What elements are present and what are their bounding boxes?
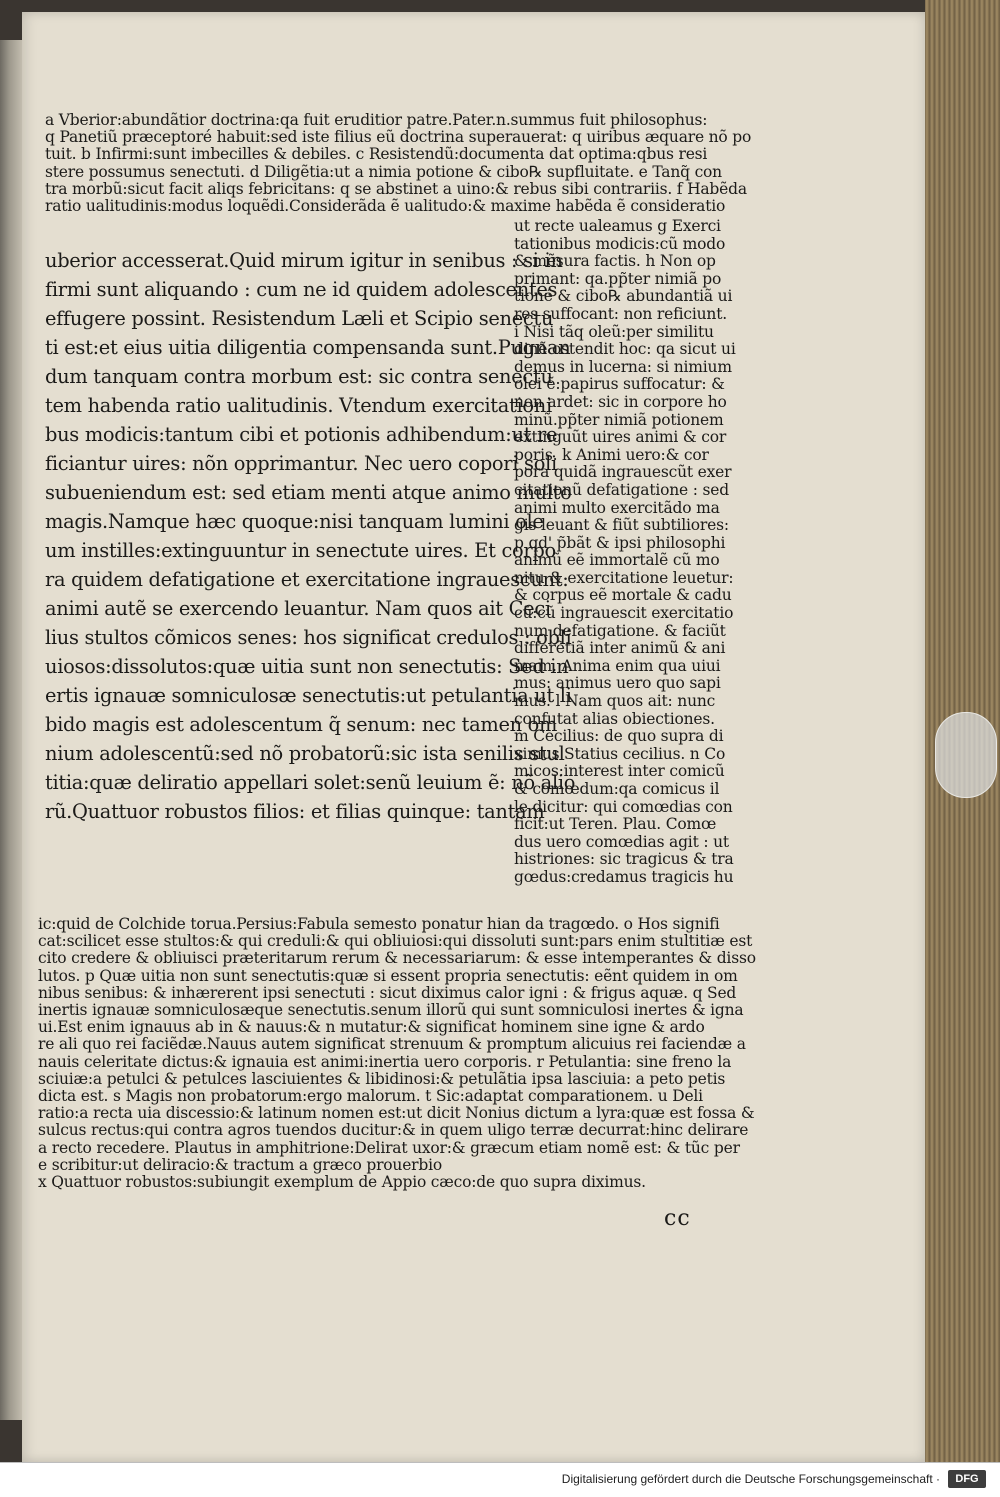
text-line: effugere possint. Resistendum Læli et Scipio senectu	[45, 307, 554, 330]
commentary-line: confutat alias obiectiones.	[514, 709, 715, 728]
commentary-line: pora quidã ingrauescũt exer	[514, 463, 732, 482]
commentary-line: ut recte ualeamus g Exerci	[514, 217, 721, 235]
commentary-line: nibus senibus: & inhærerent ipsi senectuti : sicut diximus calor igni : & frigus aquæ. q Sed	[38, 983, 737, 1002]
top-commentary	[45, 111, 752, 216]
text-line: bido magis est adolescentum q̃ senum: nec tamen om	[45, 713, 558, 736]
text-line: ra quidem defatigatione et exercitatione ingrauescunt:	[45, 568, 569, 591]
left-page-edge	[0, 40, 24, 1420]
commentary-line: animũ eẽ immortalẽ cũ mo	[514, 551, 720, 570]
commentary-line: primant: qa.pp̃ter nimiã po	[514, 269, 722, 288]
commentary-line: sulcus rectus:qui contra agros tuendos ducitur:& in quem uligo terræ decurrat:hinc delirare	[38, 1121, 749, 1140]
footer-bar	[0, 1462, 1000, 1497]
commentary-line: res suffocant: non reficiunt.	[514, 304, 727, 323]
commentary-line: poris. k Animi uero:& cor	[514, 445, 709, 464]
text-line: tem habenda ratio ualitudinis. Vtendum exercitationi	[45, 394, 552, 417]
commentary-line: a Vberior:abundãtior doctrina:qa fuit eruditior patre.Pater.n.summus fuit philosophus:	[45, 111, 708, 129]
text-line: lius stultos cõmicos senes: hos significat credulos : obli	[45, 626, 572, 649]
commentary-line: citationũ defatigatione : sed	[514, 480, 729, 499]
text-line: magis.Namque hæc quoque:nisi tanquam lumini ole	[45, 510, 544, 533]
commentary-line: i Nisi tãq oleũ:per similitu	[514, 322, 714, 341]
commentary-line: sciuiæ:a petulci & petulces lasciuientes & libidinosi:& petulãtia ipsa lasciuia: a peto petis	[38, 1069, 726, 1088]
commentary-line: tationibus modicis:cũ modo	[514, 234, 726, 253]
commentary-line: dicta est. s Magis non probatorum:ergo malorum. t Sic:adaptat comparationem. u Deli	[38, 1087, 703, 1106]
text-line: titia:quæ deliratio appellari solet:senũ leuium ẽ: nõ alio	[45, 771, 576, 794]
commentary-line: a recto recedere. Plautus in amphitrione:Delirat uxor:& græcum etiam nomẽ est: & tũc per	[38, 1138, 740, 1157]
commentary-line: differẽtiã inter animũ & ani	[514, 639, 726, 658]
commentary-line: micos:interest inter comicũ	[514, 762, 725, 781]
text-line: dum tanquam contra morbum est: sic contra senectu	[45, 365, 553, 388]
text-line: uberior accesserat.Quid mirum igitur in senibus : si in	[45, 249, 563, 272]
bookmark-tab	[935, 712, 997, 798]
commentary-line: mam. Anima enim qua uiui	[514, 656, 721, 675]
commentary-line: tioné & cibo℞ abundantiã ui	[514, 287, 733, 306]
commentary-line: dus uero comœdias agit : ut	[514, 832, 729, 851]
commentary-line: e scribitur:ut deliracio:& tractum a græco prouerbio	[38, 1155, 442, 1174]
commentary-line: nauis celeritate dictus:& ignauia est animi:inertia uero corporis. r Petulantia: sine freno la	[38, 1052, 732, 1071]
commentary-line: q Panetiũ præceptoré habuit:sed iste filius eũ doctrina superauerat: q uiribus æquare nõ po	[45, 128, 752, 147]
commentary-line: & mẽsura factis. h Non op	[514, 252, 716, 271]
commentary-line: mus. l Nam quos ait: nunc	[514, 692, 716, 711]
commentary-line: extinguũt uires animi & cor	[514, 428, 727, 447]
commentary-line: gis leuant & fiũt subtiliores:	[514, 516, 729, 535]
commentary-line: minũ.pp̃ter nimiã potionem	[514, 410, 724, 429]
funding-credit: Digitalisierung gefördert durch die Deutsche Forschungsgemeinschaft ·	[561, 1472, 940, 1486]
commentary-line: & comœdum:qa comicus il	[514, 780, 720, 798]
commentary-line: stere possumus senectuti. d Diligẽtia:ut a nimia potione & cibo℞ supfluitate. e Tanq̃ con	[45, 162, 722, 181]
commentary-line: ratio:a recta uia discessio:& latinum nomen est:ut dicit Nonius dictum a lyra:quæ est fossa &	[38, 1104, 755, 1123]
commentary-line: m Cecilius: de quo supra di	[514, 727, 724, 746]
signature-mark: cc	[664, 1206, 691, 1231]
commentary-line: ficit:ut Teren. Plau. Comœ	[514, 815, 717, 834]
text-line: animi autẽ se exercendo leuantur. Nam quos ait Ceci	[45, 597, 551, 620]
commentary-line: inertis ignauæ somniculosæque senectutis.senum illorũ qui sunt somniculosi inertes & igna	[38, 1001, 744, 1020]
commentary-line: ic:quid de Colchide torua.Persius:Fabula semesto ponatur hian da tragœdo. o Hos signifi	[38, 915, 720, 933]
commentary-line: olei ẽ:papirus suffocatur: &	[514, 375, 725, 394]
commentary-line: p qd' p̃bãt & ipsi philosophi	[514, 533, 726, 552]
commentary-line: ui.Est enim ignauus ab in & nauus:& n mutatur:& significat hominem sine igne & ardo	[38, 1018, 705, 1037]
commentary-line: histriones: sic tragicus & tra	[514, 850, 734, 869]
commentary-line: le dicitur: qui comœdias con	[514, 797, 733, 816]
text-line: firmi sunt aliquando : cum ne id quidem adolescentes	[45, 278, 558, 301]
commentary-line: ximus Statius cecilius. n Co	[514, 744, 726, 763]
commentary-line: demus in lucerna: si nimium	[514, 357, 732, 376]
text-line: ti est:et eius uitia diligentia compensanda sunt.Pugnan	[45, 336, 571, 359]
commentary-line: gœdus:credamus tragicis hu	[514, 867, 734, 886]
commentary-line: re ali quo rei faciẽdæ.Nauus autem significat strenuum & promptum alicuius rei faciendæ a	[38, 1035, 746, 1054]
commentary-line: ratio ualitudinis:modus loquẽdi.Considerãda ẽ ualitudo:& maxime habẽda ẽ consideratio	[45, 197, 726, 216]
bottom-commentary	[38, 916, 758, 1191]
text-line: bus modicis:tantum cibi et potionis adhibendum:ut re	[45, 423, 558, 446]
text-line: ertis ignauæ somniculosæ senectutis:ut petulantia ut li	[45, 684, 572, 707]
commentary-line: & corpus eẽ mortale & cadu	[514, 586, 732, 605]
commentary-line: animi multo exercitãdo ma	[514, 498, 720, 517]
commentary-line: cito credere & obliuisci præteritarum rerum & necessariarum: & esse intemperantes & disso	[38, 949, 756, 968]
text-line: um instilles:extinguuntur in senectute uires. Et corpo	[45, 539, 556, 562]
commentary-line: num defatigatione. & faciũt	[514, 621, 726, 640]
main-text-column	[45, 246, 576, 826]
side-commentary	[514, 218, 764, 887]
text-line: ficiantur uires: nõn opprimantur. Nec uero copori soli	[45, 452, 557, 475]
commentary-line: non ardet: sic in corpore ho	[514, 392, 727, 411]
commentary-line: tuit. b Infirmi:sunt imbecilles & debiles. c Resistendũ:documenta dat optima:qbus resi	[45, 145, 708, 164]
commentary-line: lutos. p Quæ uitia non sunt senectutis:quæ si essent propria senectutis: eẽnt quidem in om	[38, 966, 738, 985]
text-line: nium adolescentũ:sed nõ probatorũ:sic ista senilis stul	[45, 742, 565, 765]
dfg-logo-icon: DFG	[948, 1470, 986, 1488]
commentary-line: dinẽ ostendit hoc: qa sicut ui	[514, 340, 736, 359]
commentary-line: mus: animus uero quo sapi	[514, 674, 721, 693]
text-line: rũ.Quattuor robustos filios: et filias quinque: tantam	[45, 800, 545, 823]
commentary-line: cat:scilicet esse stultos:& qui creduli:& qui obliuiosi:qui dissoluti sunt:pars enim stultitiæ est	[38, 932, 753, 951]
commentary-line: cũ:cũ ingrauescit exercitatio	[514, 604, 734, 623]
commentary-line: nitu & exercitatione leuetur:	[514, 568, 734, 587]
commentary-line: x Quattuor robustos:subiungit exemplum de Appio cæco:de quo supra diximus.	[38, 1173, 646, 1192]
text-line: subueniendum est: sed etiam menti atque animo multo	[45, 481, 572, 504]
commentary-line: tra morbũ:sicut facit aliqs febricitans: q se abstinet a uino:& rebus sibi contrariis. f Habẽda	[45, 179, 747, 198]
text-line: uiosos:dissolutos:quæ uitia sunt non senectutis: Sed in	[45, 655, 569, 678]
